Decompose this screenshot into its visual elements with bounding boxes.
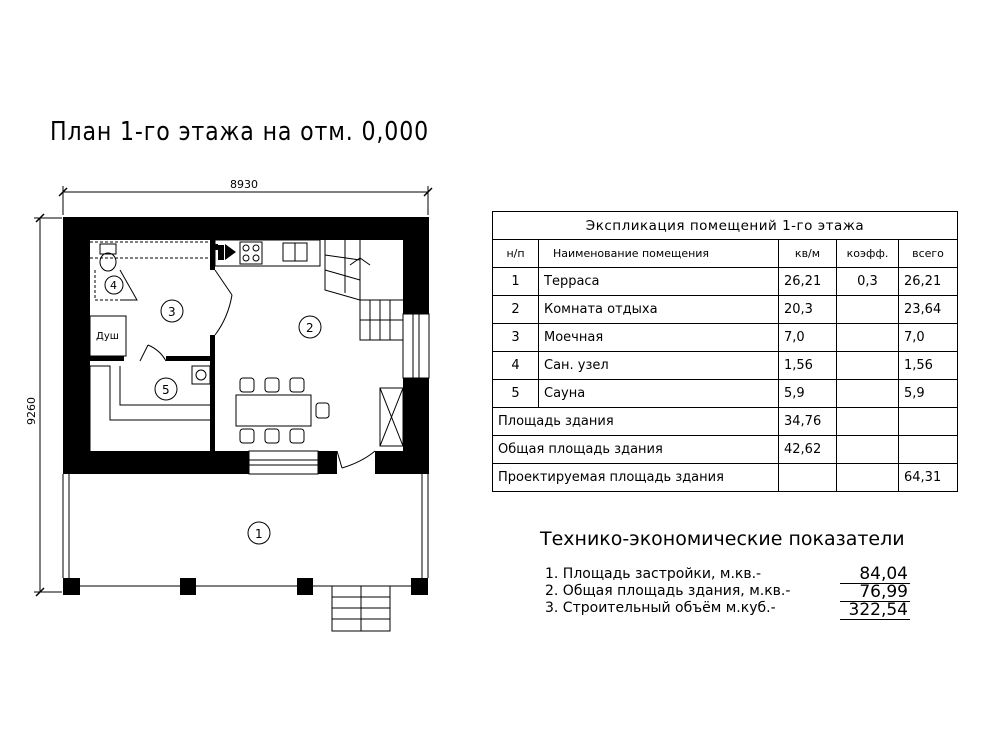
indicator-label: 3. Строительный объём м.куб.- [545, 600, 776, 616]
indicators-list [545, 566, 790, 617]
table-row [493, 352, 958, 380]
header-number: н/п [493, 240, 539, 268]
row-number: 4 [493, 352, 539, 380]
row-number: 3 [493, 324, 539, 352]
table-row [493, 268, 958, 296]
indicator-label: 1. Площадь застройки, м.кв.- [545, 566, 762, 582]
summary-row [493, 436, 958, 464]
height-dimension-text: 9260 [25, 397, 38, 425]
indicator-value: 322,54 [840, 602, 910, 620]
row-total: 7,0 [899, 324, 958, 352]
header-coef: коэфф. [837, 240, 899, 268]
exterior-walls [63, 217, 429, 595]
row-name: Сан. узел [539, 352, 779, 380]
room-mark-2: 2 [306, 321, 314, 335]
summary-label: Проектируемая площадь здания [493, 464, 779, 492]
header-total: всего [899, 240, 958, 268]
summary-total: 64,31 [899, 464, 958, 492]
summary-area: 34,76 [779, 408, 837, 436]
summary-area [779, 464, 837, 492]
table-row [493, 380, 958, 408]
row-coef [837, 380, 899, 408]
indicator-value: 76,99 [840, 584, 910, 602]
row-area: 26,21 [779, 268, 837, 296]
row-coef: 0,3 [837, 268, 899, 296]
row-coef [837, 324, 899, 352]
header-name: Наименование помещения [539, 240, 779, 268]
row-coef [837, 296, 899, 324]
row-area: 20,3 [779, 296, 837, 324]
explication-table [492, 211, 958, 492]
row-name: Моечная [539, 324, 779, 352]
row-total: 26,21 [899, 268, 958, 296]
row-total: 5,9 [899, 380, 958, 408]
row-number: 2 [493, 296, 539, 324]
room-mark-1: 1 [255, 527, 263, 541]
shower-label: Душ [96, 331, 119, 342]
width-dimension-text: 8930 [230, 178, 258, 191]
indicator-value: 84,04 [840, 566, 910, 584]
summary-total [899, 408, 958, 436]
room-mark-5: 5 [162, 383, 170, 397]
table-row [493, 296, 958, 324]
room-mark-3: 3 [168, 305, 176, 319]
summary-label: Общая площадь здания [493, 436, 779, 464]
row-total: 1,56 [899, 352, 958, 380]
row-area: 1,56 [779, 352, 837, 380]
row-name: Сауна [539, 380, 779, 408]
table-row [493, 324, 958, 352]
row-area: 7,0 [779, 324, 837, 352]
plan-title: План 1-го этажа на отм. 0,000 [50, 117, 430, 147]
summary-label: Площадь здания [493, 408, 779, 436]
row-coef [837, 352, 899, 380]
row-area: 5,9 [779, 380, 837, 408]
summary-row [493, 408, 958, 436]
row-number: 1 [493, 268, 539, 296]
header-area: кв/м [779, 240, 837, 268]
row-name: Комната отдыха [539, 296, 779, 324]
summary-row [493, 464, 958, 492]
indicators-values [840, 566, 910, 620]
row-name: Терраса [539, 268, 779, 296]
summary-total [899, 436, 958, 464]
indicators-title: Технико-экономические показатели [540, 528, 905, 550]
row-total: 23,64 [899, 296, 958, 324]
row-number: 5 [493, 380, 539, 408]
explication-caption: Экспликация помещений 1-го этажа [493, 212, 958, 240]
room-mark-4: 4 [110, 279, 117, 292]
indicator-label: 2. Общая площадь здания, м.кв.- [545, 583, 791, 599]
summary-area: 42,62 [779, 436, 837, 464]
